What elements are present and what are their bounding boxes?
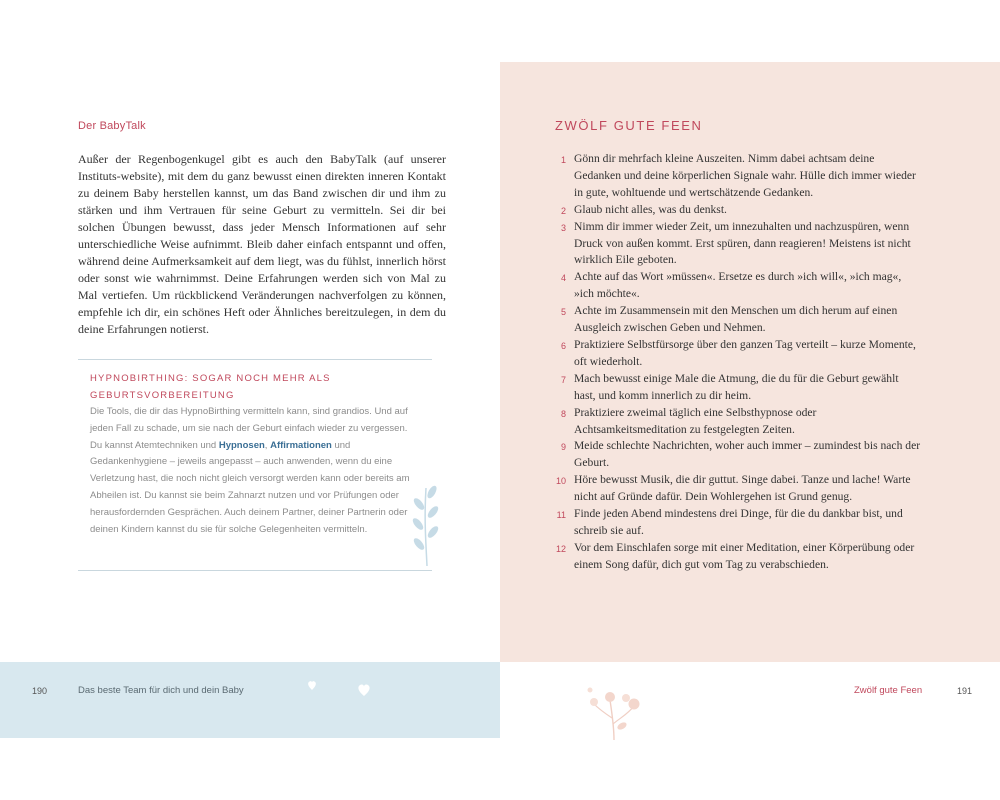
list-item [552,472,922,506]
list-item-text: Nimm dir immer wieder Zeit, um innezuhalten und nachzuspüren, wenn Druck von außen kommt. Erst spüren, dann reagieren! Meistens ist nicht wirklich Eile geboten. [574,219,911,267]
list-item [552,303,922,337]
list-item-text: Vor dem Einschlafen sorge mit einer Meditation, einer Körperübung oder einem Song dafür, dich gut vom Tag zu verabschieden. [574,540,915,571]
hypnosen-link[interactable]: Hypnosen [218,439,265,451]
list-item [552,337,922,371]
list-item [552,506,922,540]
list-item [552,219,922,270]
list-item-number: 2 [560,205,566,216]
affirmationen-link[interactable]: Affirmationen [270,439,332,451]
page-bottom-margin [0,738,1000,800]
flower-decoration-icon [582,684,646,740]
leaf-sprig-icon [410,482,440,566]
info-box-text-part-2: und Gedankenhygiene – jeweils angepasst – auch anwenden, wenn du eine Verletzung hast, die noch nicht gleich versorgt werden kann oder bereits am Abheilen ist. Du kannst sie beim Zahnarzt nutzen und vor Prüfungen oder herausfordernden Gesprächen. Auch deinem Partner, deiner Partnerin oder deinen Kindern kannst du sie für solche Gelegenheiten vermitteln. [90,439,410,535]
list-item-number: 11 [556,510,566,521]
list-item-number: 1 [560,155,566,165]
right-footer-band [500,662,1000,738]
list-item-text: Achte im Zusammensein mit den Menschen um dich herum auf einen Ausgleich zwischen Geben und Nehmen. [574,304,898,335]
list-item-number: 9 [560,442,566,453]
list-item-number: 7 [560,374,566,385]
info-box-text [90,404,412,538]
info-box-separator: , [264,439,271,451]
list-item [552,371,922,405]
left-page-number: 190 [32,686,48,696]
list-item [552,438,922,472]
list-item-number: 6 [560,340,566,351]
fairies-list [552,151,922,574]
list-item-text: Praktiziere Selbstfürsorge über den ganzen Tag verteilt – kurze Momente, oft wiederholt. [574,337,916,368]
section-label: Der BabyTalk [78,120,146,132]
list-item-number: 3 [560,222,566,233]
list-item-text: Mach bewusst einige Male die Atmung, die du für die Geburt gewählt hast, und komm innerlich zu dir heim. [574,371,899,402]
info-box [78,359,432,571]
list-item-text: Gönn dir mehrfach kleine Auszeiten. Nimm dabei achtsam deine Gedanken und deine körperlichen Signale wahr. Hülle dich immer wieder in gute, wohltuende und wertschätzende Gedanken. [574,152,916,199]
body-paragraph: Außer der Regenbogenkugel gibt es auch den BabyTalk (auf unserer Instituts-website), mit dem du ganz bewusst einen direkten inneren Kontakt zu deinem Baby herstellen kannst, um das Band zwischen dir und ihm zu stärken und ihm Vertrauen für seine Geburt zu vermitteln. Sei dir bei solchen Übungen bewusst, dass jeder Mensch Informationen auf sehr unterschiedliche Weise aufnimmt. Bleib daher einfach entspannt und offen, während deine Aufmerksamkeit auf dem liegt, was du fühlst, innerlich hörst oder sonst wie wahrnimmst. Deine Erfahrungen werden sich von Mal zu Mal vertiefen. Um rückblickend Veränderungen nachverfolgen zu können, empfehle ich dir, ein schönes Heft oder Ähnliches bereitzulegen, in dem du deine Erfahrungen notierst. [78,152,446,336]
info-box-text-part-1: Die Tools, die dir das HypnoBirthing vermitteln kann, sind grandios. Und auf jeden Fall zu schade, um sie nach der Geburt einfach wieder zu vergessen. Du kannst Atemtechniken und [90,406,408,451]
list-item [552,151,922,202]
list-item-number: 10 [555,476,566,487]
hearts-icon [304,676,374,700]
list-item-number: 8 [560,408,566,419]
list-item [552,540,922,574]
right-page-number: 191 [957,686,973,696]
list-item-number: 5 [560,307,566,318]
list-item [552,405,922,439]
list-item [552,269,922,303]
list-item-text: Meide schlechte Nachrichten, woher auch immer – zumindest bis nach der Geburt. [574,439,921,470]
info-box-title: HYPNOBIRTHING: SOGAR NOCH MEHR ALS GEBURTSVORBEREITUNG [90,373,331,401]
list-item-number: 12 [555,543,566,554]
list-item-text: Glaub nicht alles, was du denkst. [574,202,727,216]
list-item-text: Praktiziere zweimal täglich eine Selbsthypnose oder Achtsamkeitsmeditation zu festgelegten Zeiten. [574,405,817,436]
list-item-number: 4 [560,273,566,284]
list-item [552,202,922,219]
right-running-footer: Zwölf gute Feen [854,685,923,696]
list-item-text: Höre bewusst Musik, die dir guttut. Singe dabei. Tanze und lache! Warte nicht auf Gründe dafür. Dein Wohlergehen ist Grund genug. [574,473,911,504]
right-page-title: ZWÖLF GUTE FEEN [555,118,703,133]
list-item-text: Achte auf das Wort »müssen«. Ersetze es durch »ich will«, »ich mag«, »ich möchte«. [574,270,902,301]
left-running-footer: Das beste Team für dich und dein Baby [78,685,244,696]
list-item-text: Finde jeden Abend mindestens drei Dinge, für die du dankbar bist, und schreib sie auf. [574,507,903,537]
left-footer-band [0,662,500,738]
